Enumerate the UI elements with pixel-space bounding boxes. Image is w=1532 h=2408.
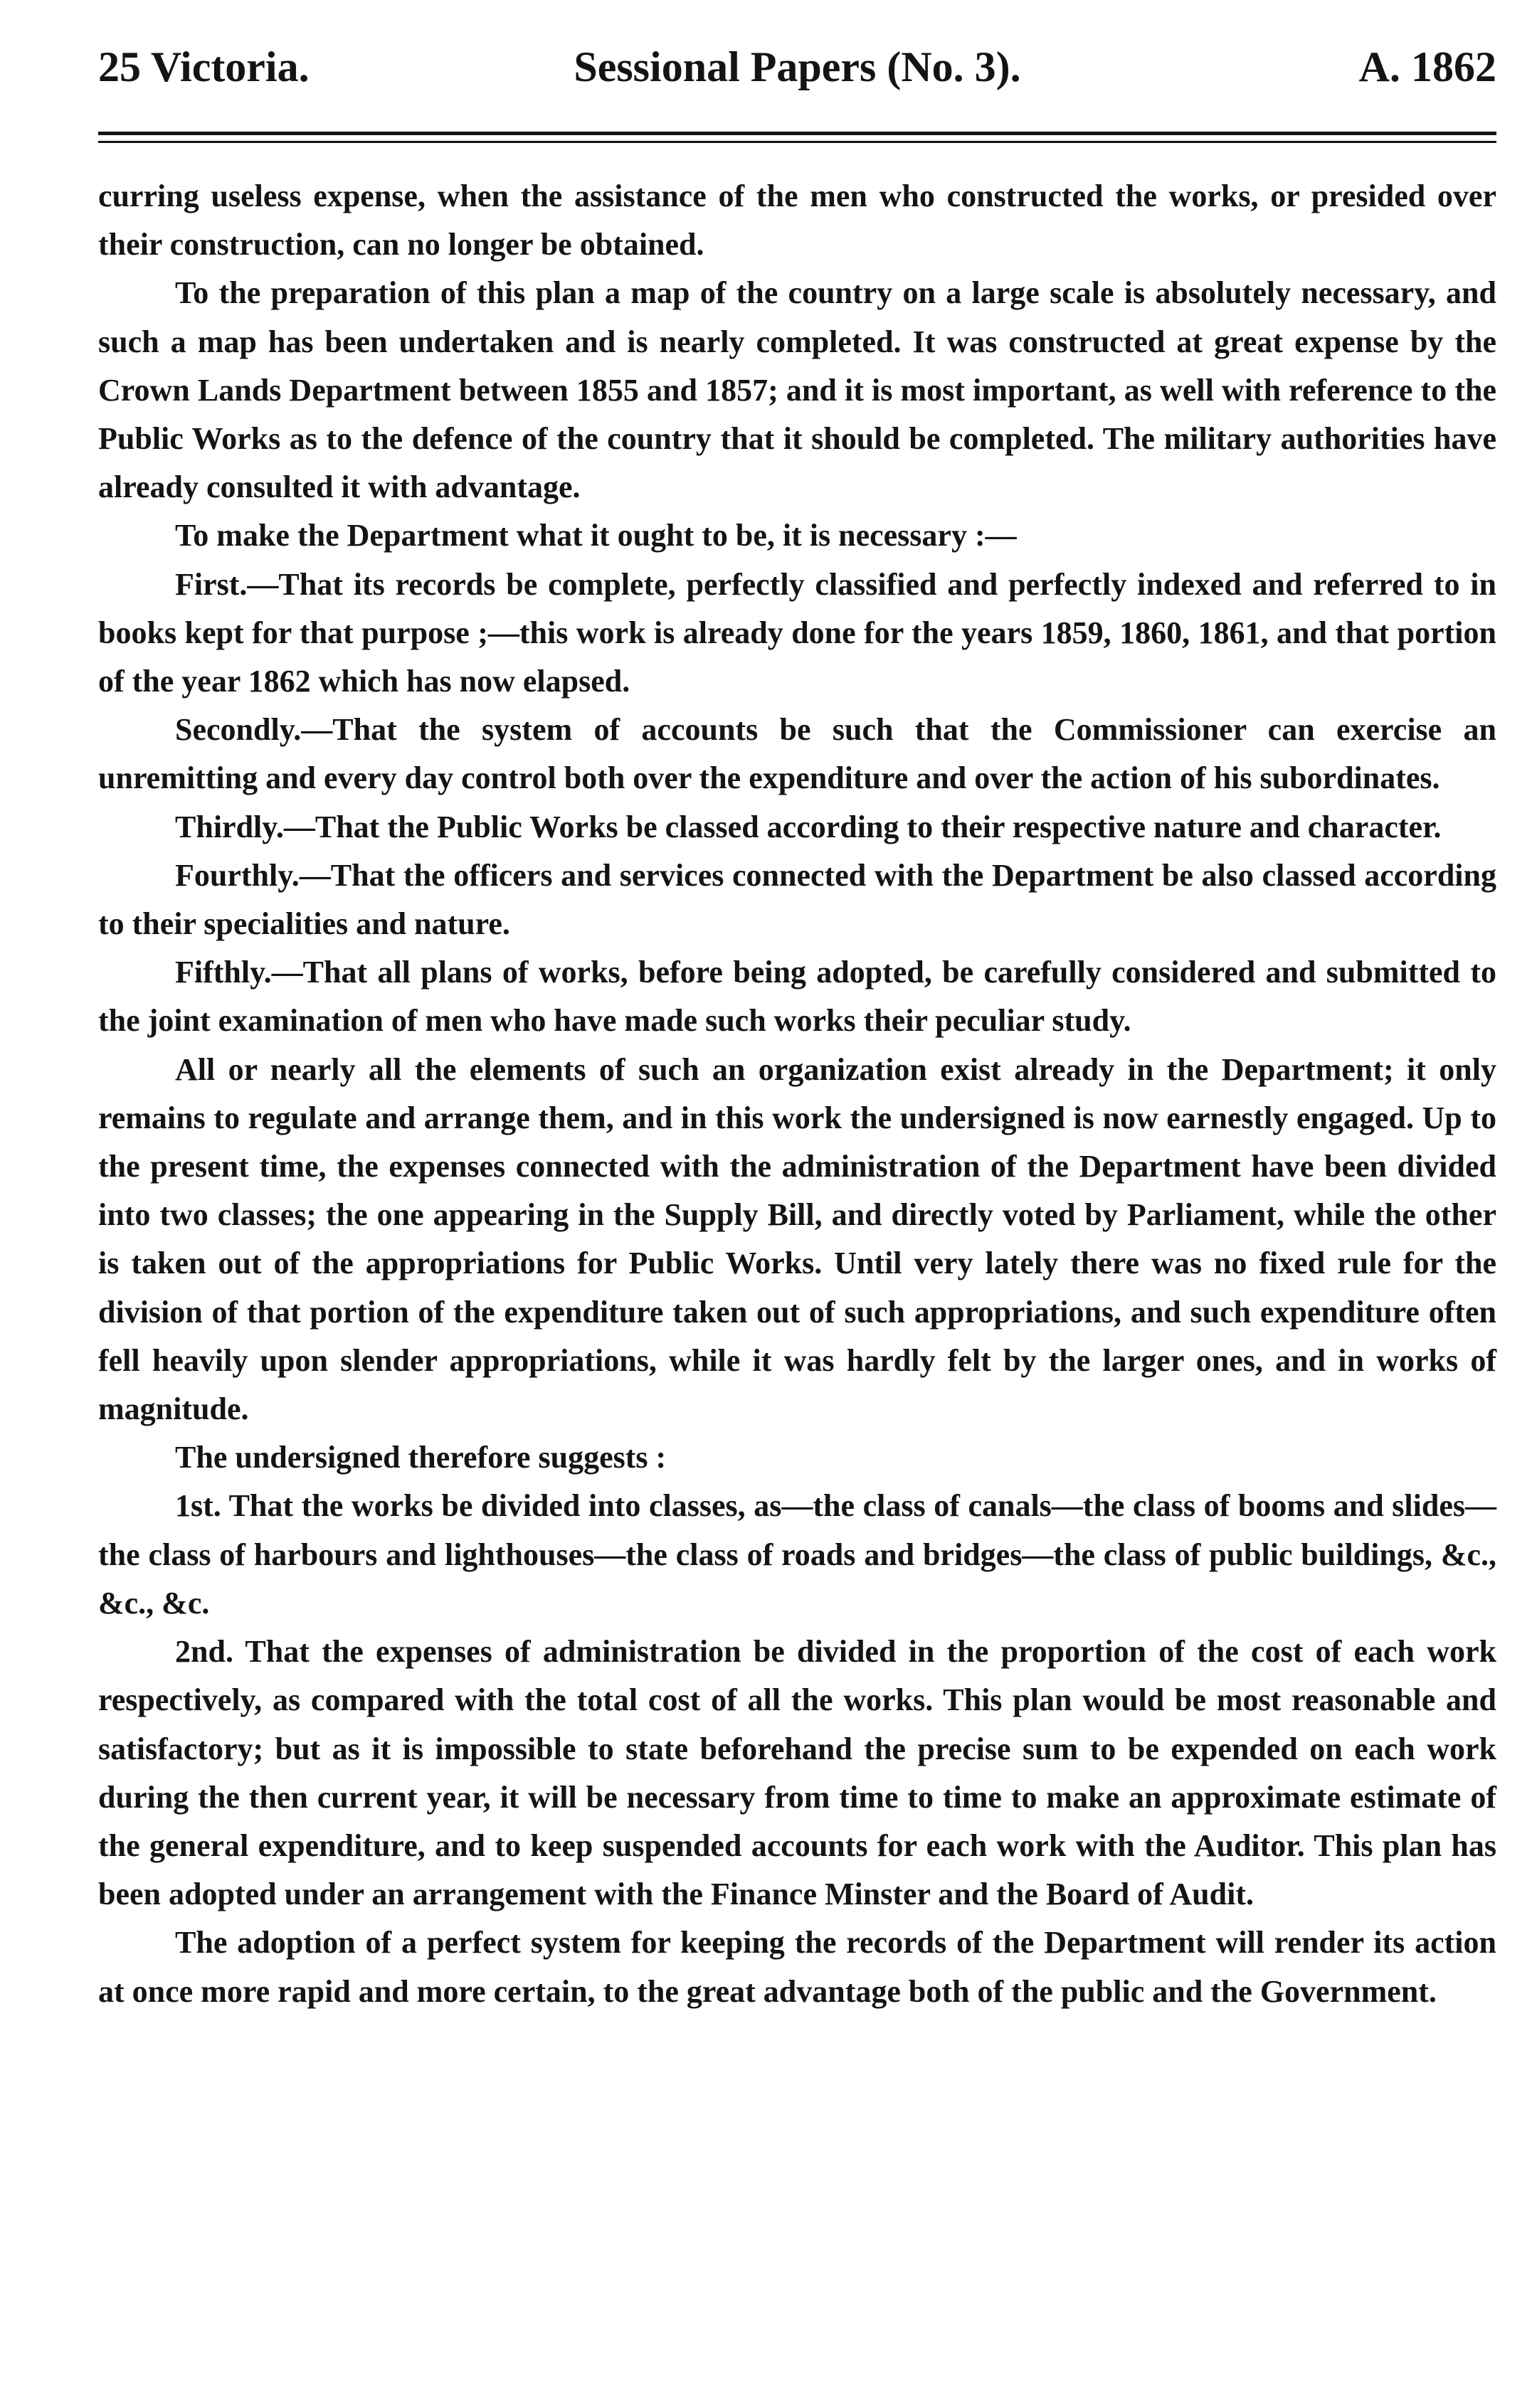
header-series-title: Sessional Papers (No. 3). [574,43,1021,90]
paragraph-thirdly: Thirdly.—That the Public Works be classed according to their respective nature and character. [175,809,1442,844]
paragraph-adoption: The adoption of a perfect system for keeping the records of the Department will render its action at once more rapid and more certain, to the great advantage both of the public and the Government. [98,1925,1496,2009]
paragraph-first: First.—That its records be complete, perfectly classified and perfectly indexed and referred to in books kept for that purpose ;—this work is already done for the years 1859, 1860, 1861, and that portion of the year 1862 which has now elapsed. [98,566,1496,699]
paragraph-map: To the preparation of this plan a map of the country on a large scale is absolutely necessary, and such a map has been undertaken and is nearly completed. It was constructed at great expense by the Crown Lands Department between 1855 and 1857; and it is most important, as well with reference to the Public Works as to the defence of the country that it should be completed. The military authorities have already consulted it with advantage. [98,275,1496,505]
paragraph-fifthly: Fifthly.—That all plans of works, before being adopted, be carefully considered and submitted to the joint examination of men who have made such works their peculiar study. [98,955,1496,1039]
paragraph-suggests: The undersigned therefore suggests : [175,1440,667,1475]
paragraph-continuation: curring useless expense, when the assistance of the men who constructed the works, or presided over their construction, can no longer be obtained. [98,179,1496,262]
header-rule [98,132,1496,135]
header-volume: 25 Victoria. [98,43,310,90]
paragraph-fourthly: Fourthly.—That the officers and services connected with the Department be also classed according to their specialities and nature. [98,857,1496,942]
header-rule-secondary [98,141,1496,143]
body-text [98,172,1496,2016]
paragraph-requirements-intro: To make the Department what it ought to be, it is necessary :— [175,518,1017,553]
paragraph-2nd: 2nd. That the expenses of administration be divided in the proportion of the cost of each work respectively, as compared with the total cost of all the works. This plan would be most reasonable and satisfactory; but as it is impossible to state beforehand the precise sum to be expended on each work during the then current year, it will be necessary from time to time to make an approximate estimate of the general expenditure, and to keep suspended accounts for each work with the Auditor. This plan has been adopted under an arrangement with the Finance Minster and the Board of Audit. [98,1634,1496,1912]
paragraph-secondly: Secondly.—That the system of accounts be such that the Commissioner can exercise an unremitting and every day control both over the expenditure and over the action of his subordinates. [98,712,1496,796]
header-year: A. 1862 [1358,43,1496,90]
paragraph-1st: 1st. That the works be divided into classes, as—the class of canals—the class of booms and slides—the class of harbours and lighthouses—the class of roads and bridges—the class of public buildings, &c., &c., &c. [98,1488,1496,1621]
page-header [98,43,1496,107]
paragraph-organization: All or nearly all the elements of such an organization exist already in the Department; it only remains to regulate and arrange them, and in this work the undersigned is now earnestly engaged. Up to the present time, the expenses connected with the administration of the Department have been divided into two classes; the one appearing in the Supply Bill, and directly voted by Parliament, while the other is taken out of the appropriations for Public Works. Until very lately there was no fixed rule for the division of that portion of the expenditure taken out of such appropriations, and such expenditure often fell heavily upon slender appropriations, while it was hardly felt by the larger ones, and in works of magnitude. [98,1051,1496,1427]
